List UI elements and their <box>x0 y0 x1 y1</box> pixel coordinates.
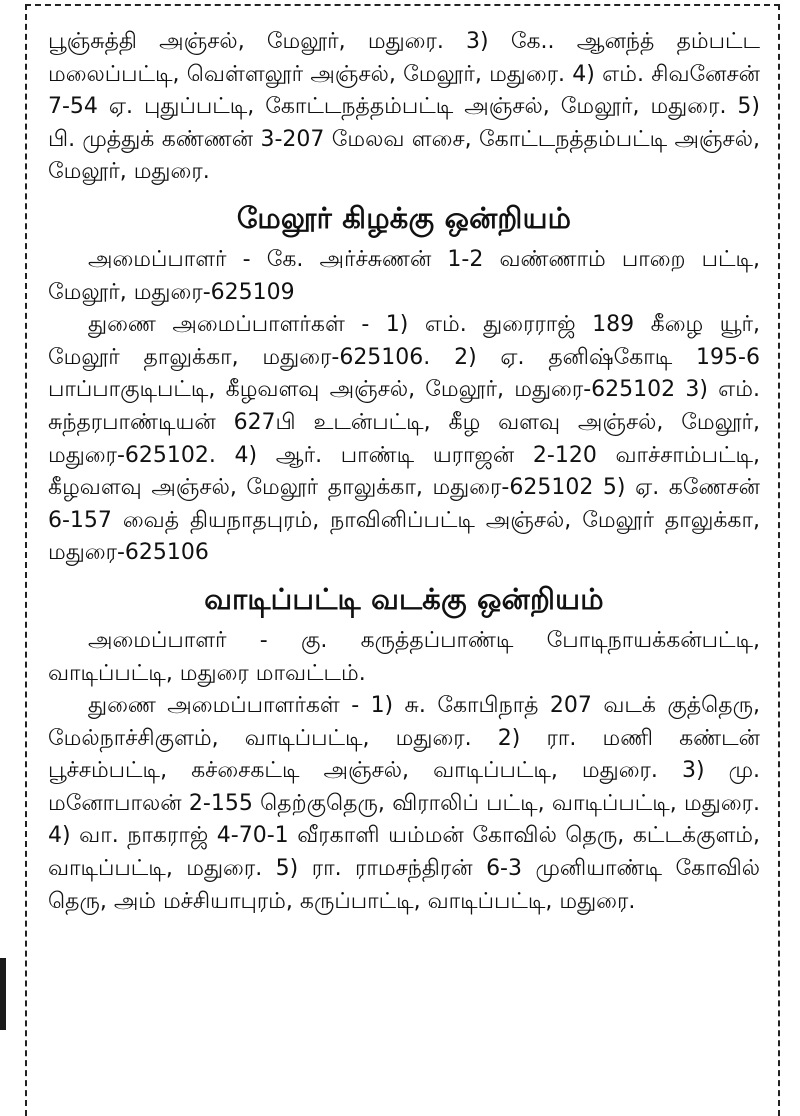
section-heading-vadipatti-north: வாடிப்பட்டி வடக்கு ஒன்றியம் <box>204 581 604 616</box>
deputy-organizers-paragraph: துணை அமைப்பாளர்கள் - 1) சு. கோபிநாத் 207 வடக் குத்தெரு, மேல்நாச்சிகுளம், வாடிப்பட்டி, மதுரை. 2) ரா. மணி கண்டன் பூச்சம்பட்டி, கச்சைகட்டி அஞ்சல், வாடிப்பட்டி, மதுரை. 3) மு. மனோபாலன் 2-155 தெற்குதெரு, விராலிப் பட்டி, வாடிப்பட்டி, மதுரை. 4) வா. நாகராஜ் 4-70-1 வீரகாளி யம்மன் கோவில் தெரு, கட்டக்குளம், வாடிப்பட்டி, மதுரை. 5) ரா. ராமசந்திரன் 6-3 முனியாண்டி கோவில் தெரு, அம் மச்சியாபுரம், கருப்பாட்டி, வாடிப்பட்டி, மதுரை. <box>48 693 760 914</box>
intro-paragraph: பூஞ்சுத்தி அஞ்சல், மேலூர், மதுரை. 3) கே.. ஆனந்த் தம்பட்ட மலைப்பட்டி, வெள்ளலூர் அஞ்சல், மேலூர், மதுரை. 4) எம். சிவனேசன் 7-54 ஏ. புதுப்பட்டி, கோட்டநத்தம்பட்டி அஞ்சல், மேலூர், மதுரை. 5) பி. முத்துக் கண்ணன் 3-207 மேலவ ளசை, கோட்டநத்தம்பட்டி அஞ்சல், மேலூர், மதுரை. <box>48 29 761 185</box>
section-heading-melur-east: மேலூர் கிழக்கு ஒன்றியம் <box>236 200 572 235</box>
organizer-paragraph: அமைப்பாளர் - கு. கருத்தப்பாண்டி போடிநாயக்கன்பட்டி, வாடிப்பட்டி, மதுரை மாவட்டம். <box>48 627 760 686</box>
document-body <box>48 26 760 918</box>
margin-mark <box>0 958 6 1030</box>
deputy-organizers-paragraph: துணை அமைப்பாளர்கள் - 1) எம். துரைராஜ் 189 கீழை யூர், மேலூர் தாலுக்கா, மதுரை-625106. 2) ஏ. தனிஷ்கோடி 195-6 பாப்பாகுடிபட்டி, கீழவளவு அஞ்சல், மேலூர், மதுரை-625102 3) எம். சுந்தரபாண்டியன் 627பி உடன்பட்டி, கீழ வளவு அஞ்சல், மேலூர், மதுரை-625102. 4) ஆர். பாண்டி யராஜன் 2-120 வாச்சாம்பட்டி, கீழவளவு அஞ்சல், மேலூர் தாலுக்கா, மதுரை-625102 5) ஏ. கணேசன் 6-157 வைத் தியநாதபுரம், நாவினிப்பட்டி அஞ்சல், மேலூர் தாலுக்கா, மதுரை-625106 <box>48 312 760 566</box>
organizer-paragraph: அமைப்பாளர் - கே. அர்ச்சுணன் 1-2 வண்ணாம் பாறை பட்டி, மேலூர், மதுரை-625109 <box>48 246 760 305</box>
